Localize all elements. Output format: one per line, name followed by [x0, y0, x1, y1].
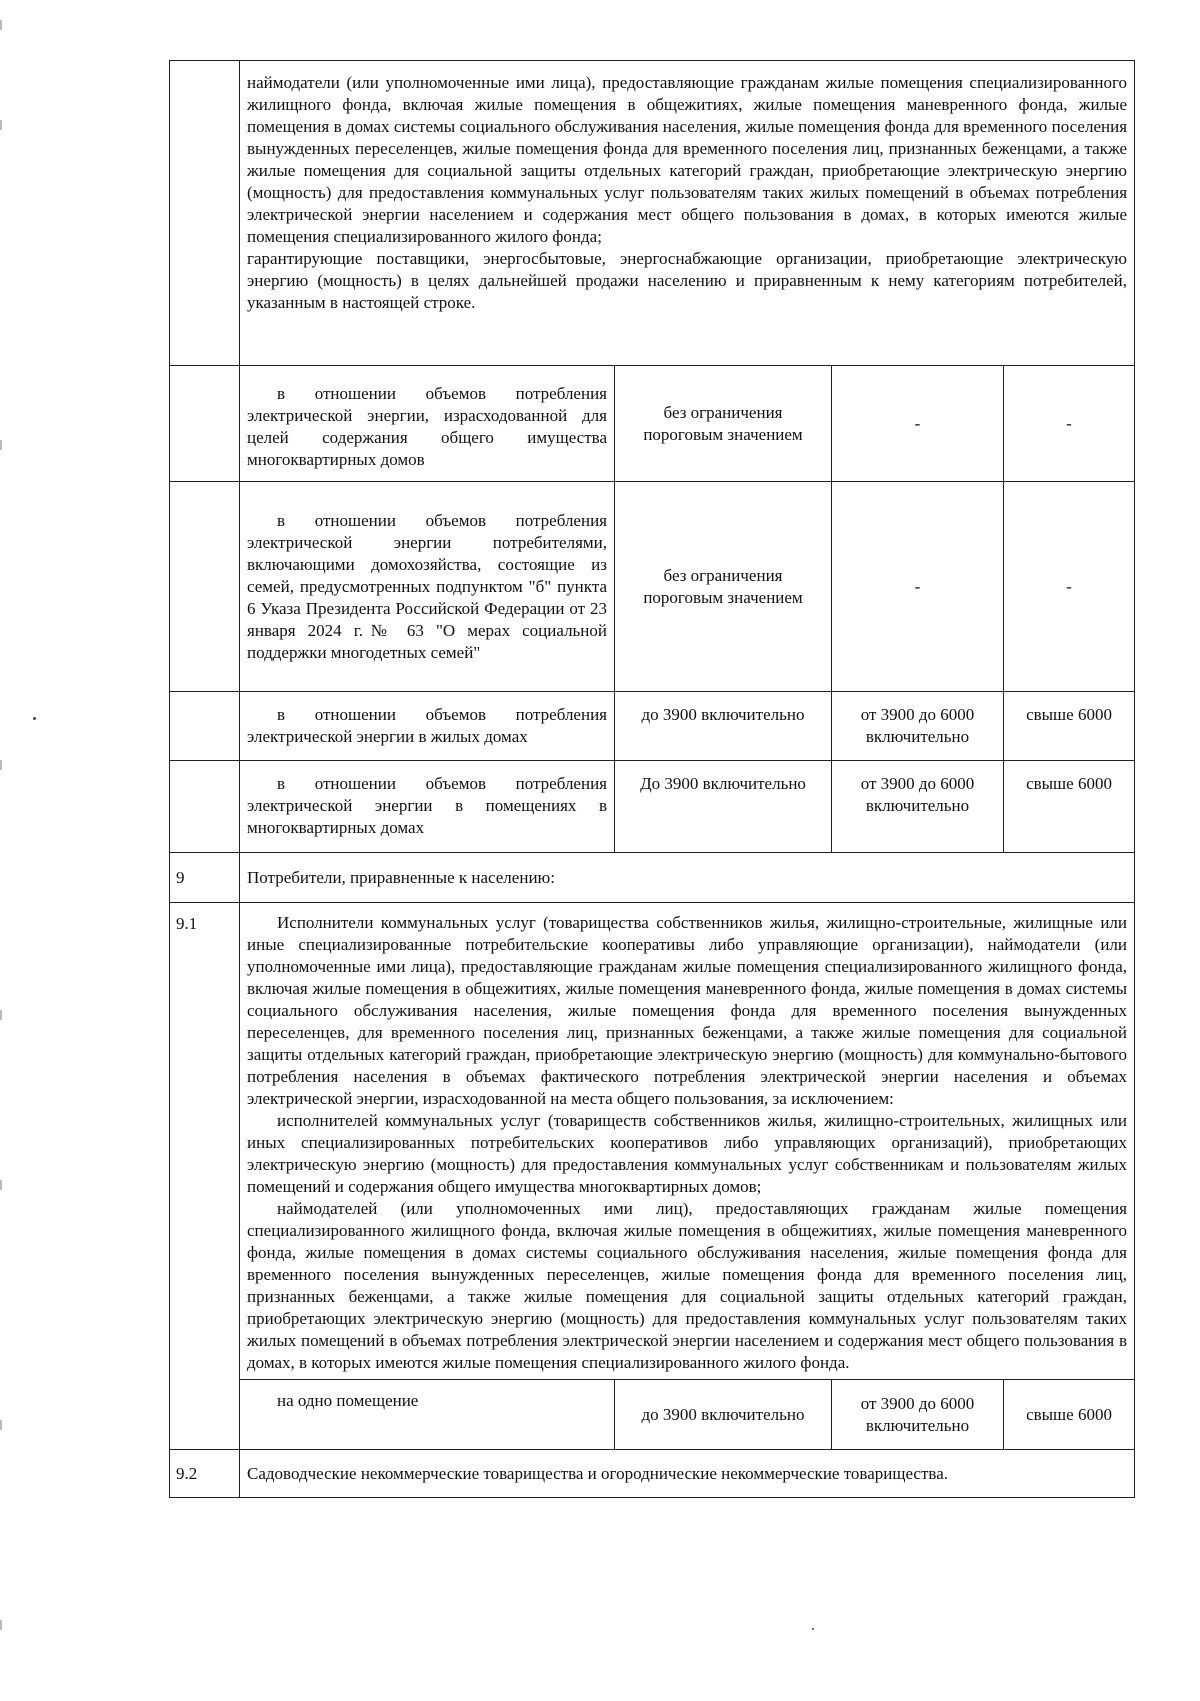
range-cell: -	[832, 482, 1004, 692]
range-cell: -	[1004, 366, 1135, 482]
range-cell: -	[832, 366, 1004, 482]
section-title: Потребители, приравненные к населению:	[240, 853, 1135, 903]
table-row-sub	[170, 1380, 1135, 1450]
intro-paragraph: наймодатели (или уполномоченные ими лица), предоставляющие гражданам жилые помещения специализированного жилищного фонда, включая жилые помещения в общежитиях, жилые помещения маневренного фонда, жилые помещения в домах системы социального обслуживания населения, жилые помещения фонда для временного поселения вынужденных переселенцев, жилые помещения фонда для временного поселения лиц, признанных беженцами, а также жилые помещения для социальной защиты отдельных категорий граждан, приобретающие электрическую энергию (мощность) для предоставления коммунальных услуг пользователям таких жилых помещений в объемах потребления электрической энергии населением и содержания мест общего пользования в домах, в которых имеются жилые помещения специализированного жилого фонда;	[247, 73, 1128, 246]
table-row-intro	[170, 61, 1135, 366]
table-row-section-9-2	[170, 1450, 1135, 1498]
table-row	[170, 366, 1135, 482]
scan-speck	[33, 717, 36, 720]
range-cell: от 3900 до 6000 включительно	[832, 761, 1004, 853]
row-description: в отношении объемов потребления электрической энергии, израсходованной для целей содержания общего имущества многоквартирных домов	[240, 366, 615, 482]
intro-paragraph: гарантирующие поставщики, энергосбытовые, энергоснабжающие организации, приобретающие электрическую энергию (мощность) в целях дальнейшей продажи населению и приравненным к нему категориям потребителей, указанным в настоящей строке.	[247, 249, 1128, 312]
number-cell-empty	[170, 482, 240, 692]
table-row	[170, 482, 1135, 692]
number-cell-empty	[170, 692, 240, 761]
intro-cell	[240, 61, 1135, 366]
section-title: Садоводческие некоммерческие товарищества и огороднические некоммерческие товарищества.	[240, 1450, 1135, 1498]
scan-speck	[812, 1628, 814, 1630]
section-number: 9.1	[170, 903, 240, 1450]
table-row	[170, 761, 1135, 853]
scan-edge-marks	[0, 0, 3, 1701]
range-cell: свыше 6000	[1004, 761, 1135, 853]
row-description: в отношении объемов потребления электрической энергии в жилых домах	[240, 692, 615, 761]
range-cell: До 3900 включительно	[615, 761, 832, 853]
number-cell-empty	[170, 366, 240, 482]
section-body	[240, 903, 1135, 1380]
row-description: в отношении объемов потребления электрической энергии потребителями, включающими домохозяйства, состоящие из семей, предусмотренных подпунктом "б" пункта 6 Указа Президента Российской Федерации от 23 января 2024 г.№ 63 "О мерах социальной поддержки многодетных семей"	[240, 482, 615, 692]
range-cell: свыше 6000	[1004, 692, 1135, 761]
range-cell: -	[1004, 482, 1135, 692]
range-cell: без ограничения пороговым значением	[615, 482, 832, 692]
range-cell: до 3900 включительно	[615, 692, 832, 761]
section-paragraph: исполнителей коммунальных услуг (товариществ собственников жилья, жилищно-строительных, жилищных или иных специализированных потребительских кооперативов либо управляющих организаций), приобретающих электрическую энергию (мощность) для предоставления коммунальных услуг собственникам и пользователям жилых помещений и содержания общего имущества многоквартирных домов;	[247, 1111, 1128, 1196]
row-description: на одно помещение	[240, 1380, 615, 1450]
section-paragraph: наймодателей (или уполномоченных ими лиц), предоставляющих гражданам жилые помещения специализированного жилищного фонда, включая жилые помещения в общежитиях, жилые помещения маневренного фонда, жилые помещения в домах системы социального обслуживания населения, жилые помещения фонда для временного поселения вынужденных переселенцев, жилые помещения фонда для временного поселения лиц, признанных беженцами, а также жилые помещения для социальной защиты отдельных категорий граждан, приобретающих электрическую энергию (мощность) для предоставления коммунальных услуг пользователям таких жилых помещений в объемах потребления электрической энергии населением и содержания мест общего пользования в домах, в которых имеются жилые помещения специализированного жилого фонда.	[247, 1199, 1128, 1372]
range-cell: до 3900 включительно	[615, 1380, 832, 1450]
tariff-table	[169, 60, 1135, 1498]
section-paragraph: Исполнители коммунальных услуг (товарищества собственников жилья, жилищно-строительные, жилищные или иные специализированные потребительские кооперативы либо управляющие организации), наймодатели (или уполномоченные ими лица), предоставляющие гражданам жилые помещения специализированного жилищного фонда, включая жилые помещения в общежитиях, жилые помещения маневренного фонда, жилые помещения в домах системы социального обслуживания населения, жилые помещения фонда для временного поселения вынужденных переселенцев, для временного поселения лиц, признанных беженцами, а также жилые помещения для социальной защиты отдельных категорий граждан, приобретающие электрическую энергию (мощность) для коммунально-бытового потребления населения в объемах фактического потребления электрической энергии населения и объемах электрической энергии, израсходованной на места общего пользования, за исключением:	[247, 913, 1128, 1108]
row-description: в отношении объемов потребления электрической энергии в помещениях в многоквартирных домах	[240, 761, 615, 853]
range-cell: от 3900 до 6000 включительно	[832, 692, 1004, 761]
section-number: 9.2	[170, 1450, 240, 1498]
table-row-section-9	[170, 853, 1135, 903]
table-row	[170, 692, 1135, 761]
range-cell: свыше 6000	[1004, 1380, 1135, 1450]
number-cell-empty	[170, 61, 240, 366]
range-cell: от 3900 до 6000 включительно	[832, 1380, 1004, 1450]
section-number: 9	[170, 853, 240, 903]
table-row-section-9-1	[170, 903, 1135, 1380]
range-cell: без ограничения пороговым значением	[615, 366, 832, 482]
number-cell-empty	[170, 761, 240, 853]
